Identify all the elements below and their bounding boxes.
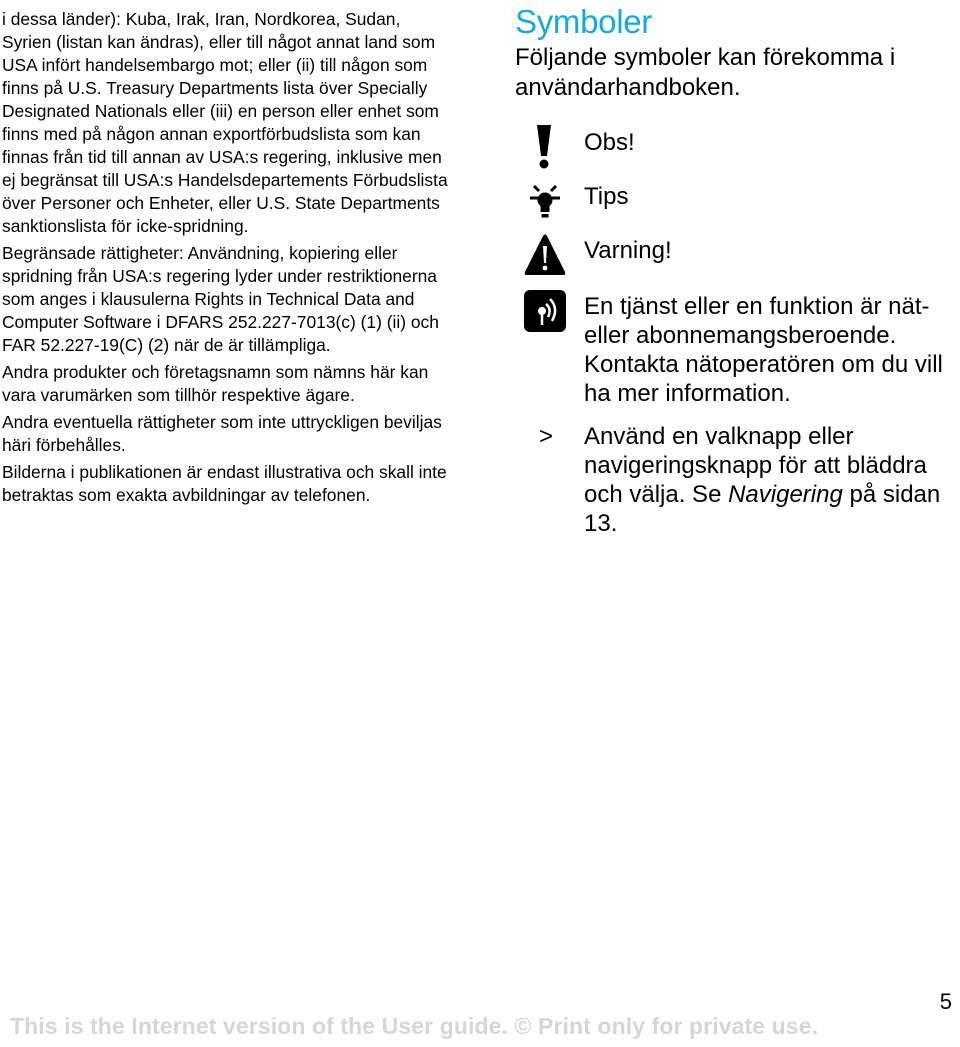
legal-paragraph-illustrations: Bilderna i publikationen är endast illustrativa och skall inte betraktas som exakta avbildningar av telefonen. [2, 462, 447, 505]
section-title: Symboler [515, 3, 652, 40]
legal-paragraph-export: i dessa länder): Kuba, Irak, Iran, Nordkorea, Sudan, Syrien (listan kan ändras), eller till något annat land som USA infört handelsembargo mot; eller (ii) till någon som finns på U.S. Treasury Departments lista över Specially Designated Nationals eller (iii) en person eller enhet som finns med på någon annan exportförbudslista som kan finnas från tid till annan av USA:s regering, inklusive men ej begränsat till USA:s Handelsdepartements Förbudslista över Personer och Enheter, eller U.S. State Departments sanktionslista för icke-spridning. [2, 9, 448, 236]
symbol-label-note: Obs! [584, 129, 635, 156]
navigation-text-before: Använd en valknapp eller navigeringsknapp för att bläddra och välja. Se [584, 423, 927, 508]
greater-than-icon: > [539, 423, 554, 450]
footer-note: This is the Internet version of the User guide. © Print only for private use. [10, 1013, 819, 1039]
symbol-label-navigation [584, 422, 954, 538]
symbol-label-warning: Varning! [584, 237, 672, 264]
symbol-label-tips: Tips [584, 183, 629, 210]
page-number: 5 [939, 989, 952, 1014]
network-service-icon [521, 290, 571, 336]
navigation-link-text: Navigering [728, 481, 843, 508]
exclamation-icon [521, 124, 571, 170]
section-intro: Följande symboler kan förekomma i användarhandboken. [515, 44, 896, 101]
symbols-section [515, 0, 955, 537]
lightbulb-icon [521, 178, 571, 224]
legal-paragraph-restricted-rights: Begränsade rättigheter: Användning, kopiering eller spridning från USA:s regering lyder under restriktionerna som anges i klausulerna Rights in Technical Data and Computer Software i DFARS 252.227-7013(c) (1) (ii) och FAR 52.227-19(C) (2) när de är tillämpliga. [2, 243, 439, 355]
legal-text-column [2, 8, 452, 511]
symbol-label-network: En tjänst eller en funktion är nät-eller abonnemangsberoende. Kontakta nätoperatören om du vill ha mer information. [584, 293, 943, 407]
legal-paragraph-reserved-rights: Andra eventuella rättigheter som inte uttryckligen beviljas häri förbehålles. [2, 412, 442, 455]
legal-paragraph-trademarks: Andra produkter och företagsnamn som nämns här kan vara varumärken som tillhör respektive ägare. [2, 362, 429, 405]
navigation-text-after: på sidan 13. [584, 481, 941, 537]
warning-triangle-icon [521, 234, 571, 280]
